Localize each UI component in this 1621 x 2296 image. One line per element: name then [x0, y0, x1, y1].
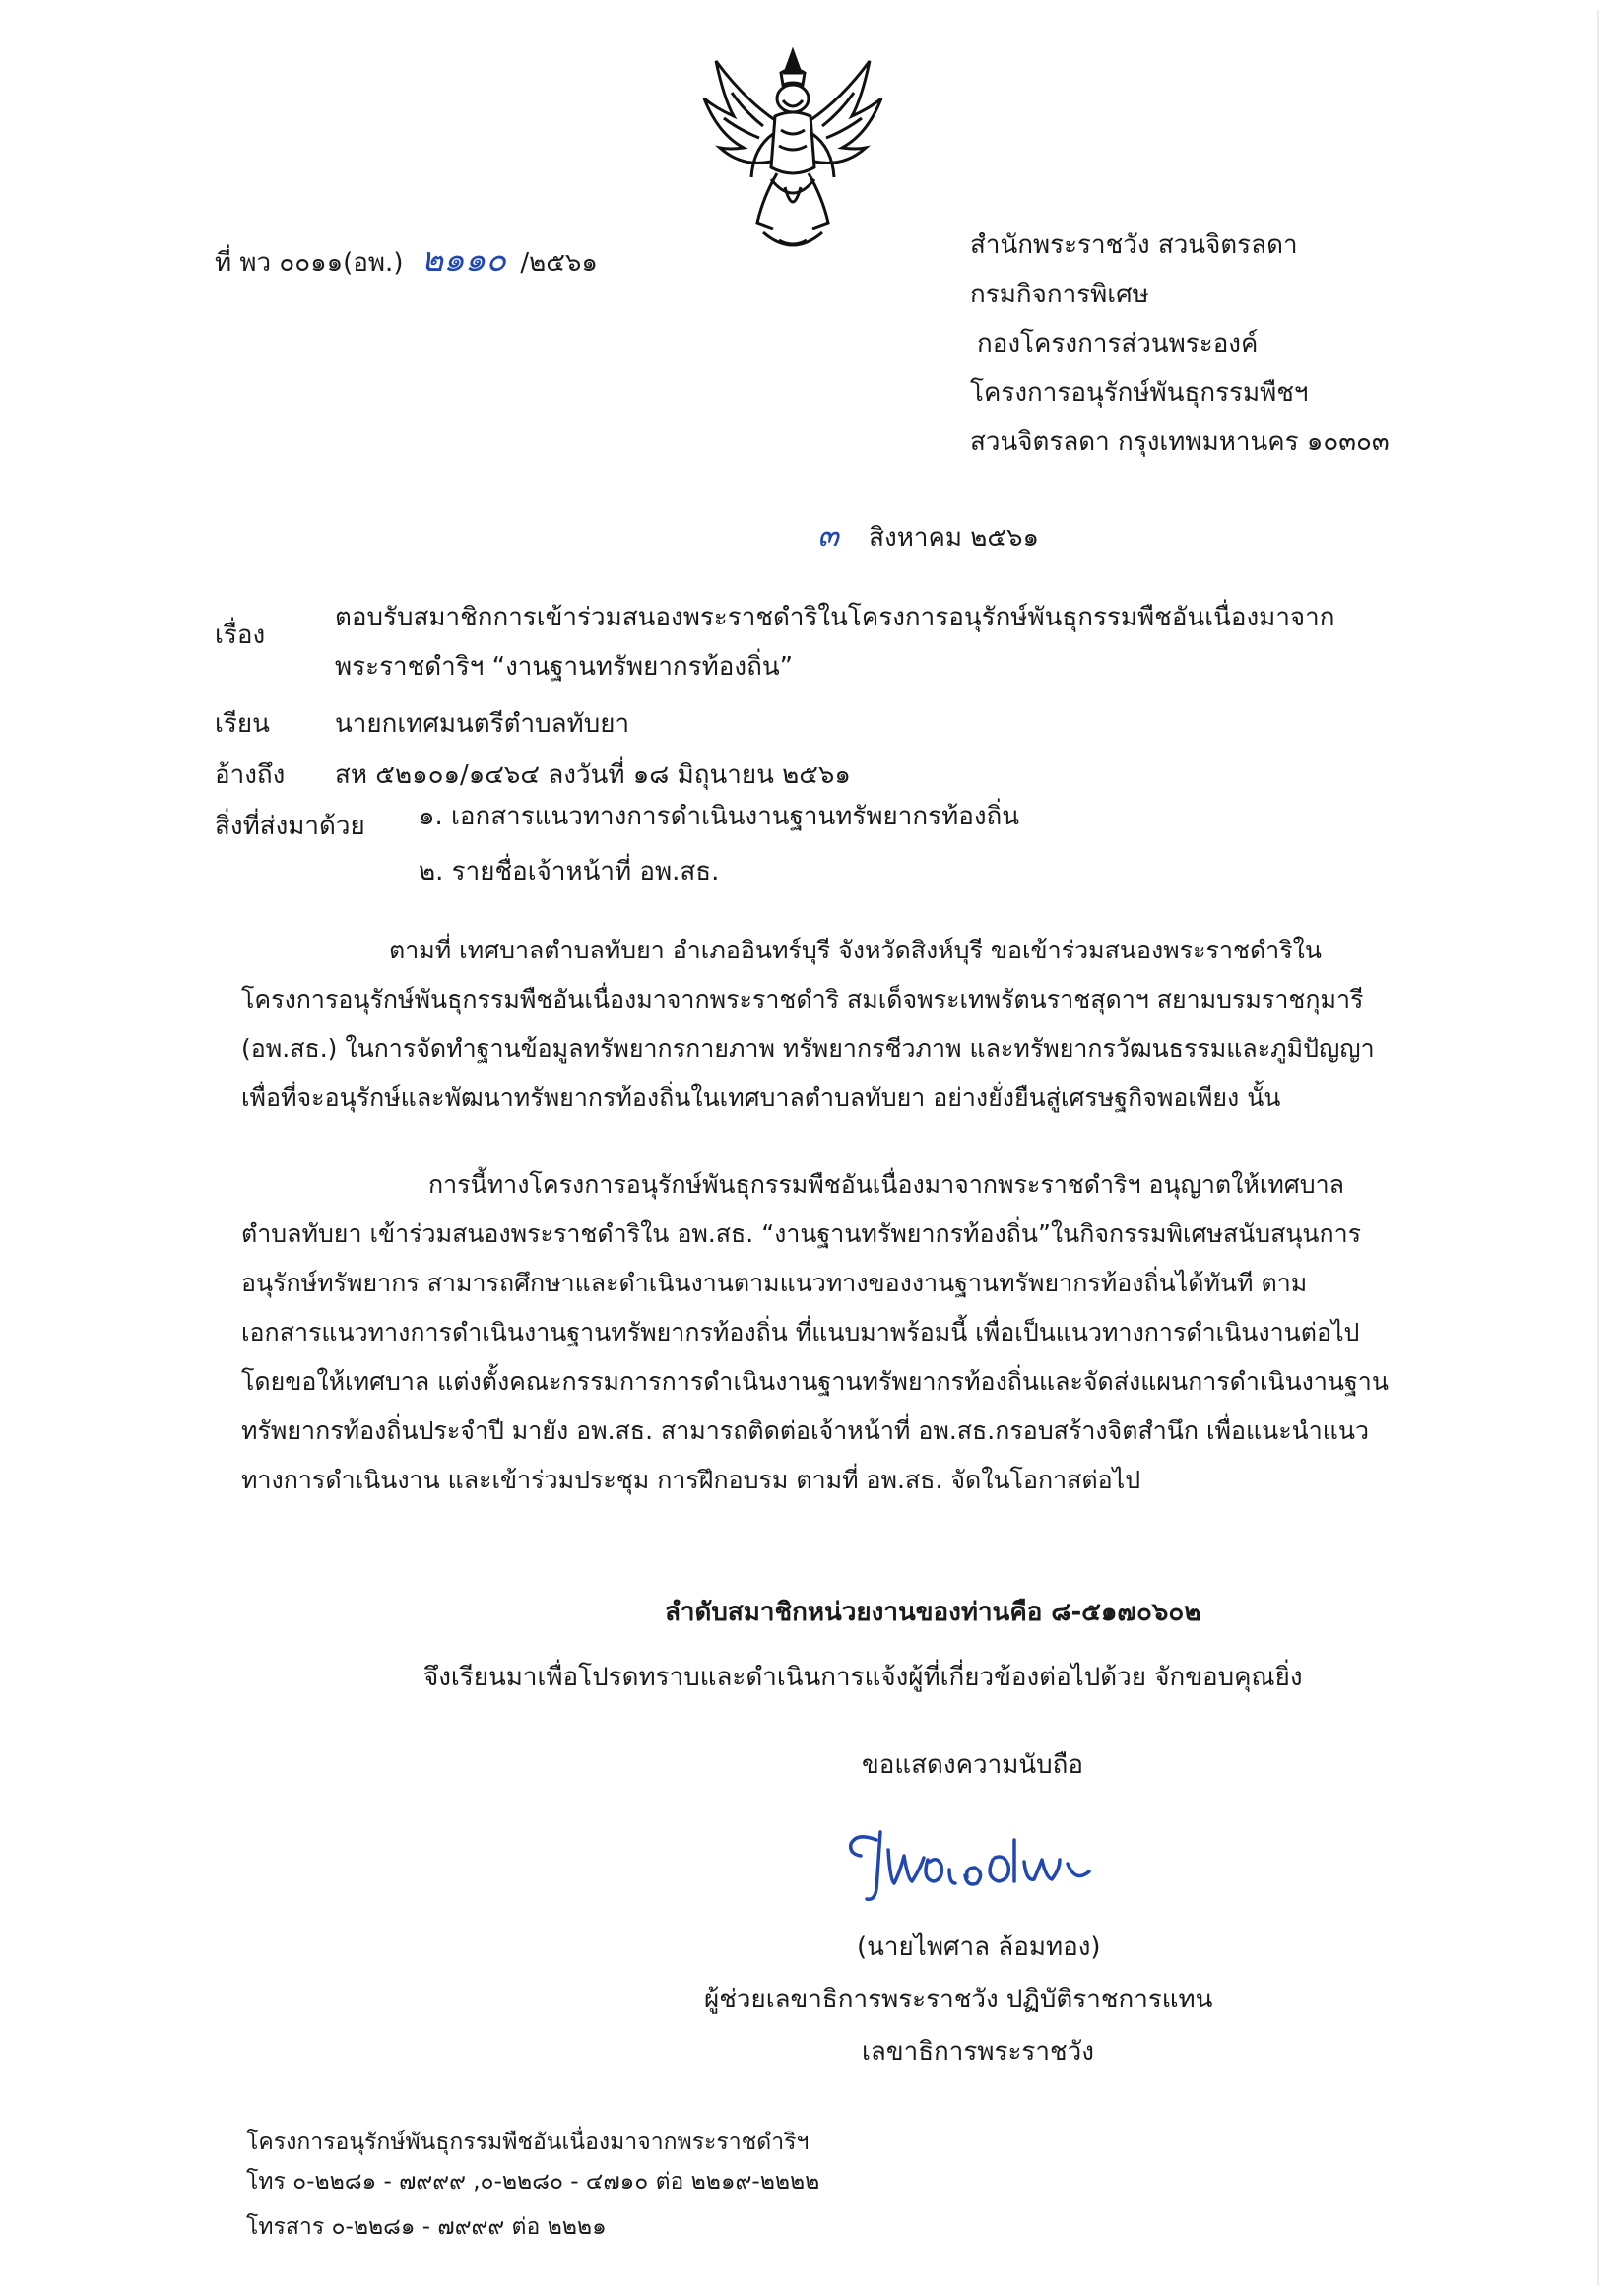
paragraph-2-line: โดยขอให้เทศบาล แต่งตั้งคณะกรรมการการดำเนินงานฐานทรัพยากรท้องถิ่นและจัดส่งแผนการดำเนินงานฐาน [241, 1367, 1389, 1396]
reference-handwritten-number: ๒๑๑๐ [421, 240, 507, 280]
date-day-handwritten: ๓ [817, 516, 839, 554]
enclosures-label: สิ่งที่ส่งมาด้วย [215, 812, 365, 841]
closing-salutation: ขอแสดงความนับถือ [862, 1750, 1083, 1780]
body-paragraph-1 [241, 926, 1472, 1123]
subject-line-1: ตอบรับสมาชิกการเข้าร่วมสนองพระราชดำริในโครงการอนุรักษ์พันธุกรรมพืชอันเนื่องมาจาก [335, 603, 1335, 632]
enclosure-item-1: ๑. เอกสารแนวทางการดำเนินงานฐานทรัพยากรท้องถิ่น [419, 802, 1020, 831]
footer-fax: โทรสาร ๐-๒๒๘๑ - ๗๙๙๙ ต่อ ๒๒๒๑ [246, 2214, 607, 2240]
signatory-name: (นายไพศาล ล้อมทอง) [857, 1933, 1101, 1962]
member-number: ลำดับสมาชิกหน่วยงานของท่านคือ ๘-๕๑๗๐๖๐๒ [665, 1598, 1201, 1627]
reference-number [215, 240, 598, 280]
signatory-title-1: ผู้ช่วยเลขาธิการพระราชวัง ปฏิบัติราชการแทน [704, 1985, 1213, 2014]
subject-label: เรื่อง [215, 621, 266, 650]
reference-prefix: ที่ พว ๐๐๑๑(อพ.) [215, 248, 404, 278]
reference-year: /๒๕๖๑ [520, 248, 598, 278]
paragraph-1-line: โครงการอนุรักษ์พันธุกรรมพืชอันเนื่องมาจากพระราชดำริ สมเด็จพระเทพรัตนราชสุดาฯ สยามบรมราชกุมารี [241, 985, 1364, 1014]
handwritten-signature [817, 1810, 1133, 1909]
footer-phone: โทร ๐-๒๒๘๑ - ๗๙๙๙ ,๐-๒๒๘๐ - ๔๗๑๐ ต่อ ๒๒๑๙-๒๒๒๒ [246, 2169, 820, 2195]
paragraph-1-line: เพื่อที่จะอนุรักษ์และพัฒนาทรัพยากรท้องถิ่นในเทศบาลตำบลทับยา อย่างยั่งยืนสู่เศรษฐกิจพอเพียง นั้น [241, 1083, 1281, 1112]
signatory-title-2: เลขาธิการพระราชวัง [862, 2037, 1094, 2066]
paragraph-2-line: ตำบลทับยา เข้าร่วมสนองพระราชดำริใน อพ.สธ. “งานฐานทรัพยากรท้องถิ่น”ในกิจกรรมพิเศษสนับสนุนการ [241, 1219, 1362, 1248]
paragraph-2-line: ทางการดำเนินงาน และเข้าร่วมประชุม การฝึกอบรม ตามที่ อพ.สธ. จัดในโอกาสต่อไป [241, 1466, 1141, 1494]
body-paragraph-2 [241, 1160, 1472, 1505]
paragraph-2-line: อนุรักษ์ทรัพยากร สามารถศึกษาและดำเนินงานตามแนวทางของงานฐานทรัพยากรท้องถิ่นได้ทันที ตาม [241, 1269, 1308, 1297]
date-month-year: สิงหาคม ๒๕๖๑ [869, 523, 1040, 553]
subject-line-2: พระราชดำริฯ “งานฐานทรัพยากรท้องถิ่น” [335, 652, 794, 682]
reference-label: อ้างถึง [215, 760, 286, 790]
sender-line-2: กรมกิจการพิเศษ [970, 280, 1149, 309]
to-value: นายกเทศมนตรีตำบลทับยา [335, 709, 630, 739]
footer-org: โครงการอนุรักษ์พันธุกรรมพืชอันเนื่องมาจากพระราชดำริฯ [246, 2130, 810, 2155]
sender-line-5: สวนจิตรลดา กรุงเทพมหานคร ๑๐๓๐๓ [970, 427, 1390, 457]
closing-request: จึงเรียนมาเพื่อโปรดทราบและดำเนินการแจ้งผู้ที่เกี่ยวข้องต่อไปด้วย จักขอบคุณยิ่ง [423, 1663, 1303, 1692]
page-edge-line [1597, 10, 1599, 2285]
paragraph-2-line: การนี้ทางโครงการอนุรักษ์พันธุกรรมพืชอันเนื่องมาจากพระราชดำริฯ อนุญาตให้เทศบาล [428, 1170, 1344, 1199]
paragraph-2-line: ทรัพยากรท้องถิ่นประจำปี มายัง อพ.สธ. สามารถติดต่อเจ้าหน้าที่ อพ.สธ.กรอบสร้างจิตสำนึก เพื่อแนะนำแนว [241, 1416, 1370, 1445]
letter-date [817, 518, 1039, 555]
enclosure-item-2: ๒. รายชื่อเจ้าหน้าที่ อพ.สธ. [419, 857, 720, 886]
paragraph-2-line: เอกสารแนวทางการดำเนินงานฐานทรัพยากรท้องถิ่น ที่แนบมาพร้อมนี้ เพื่อเป็นแนวทางการดำเนินงานต่อไป [241, 1318, 1360, 1346]
sender-line-1: สำนักพระราชวัง สวนจิตรลดา [970, 230, 1298, 260]
to-label: เรียน [215, 709, 270, 739]
sender-line-4: โครงการอนุรักษ์พันธุกรรมพืชฯ [970, 378, 1309, 408]
garuda-emblem-icon [694, 39, 891, 266]
reference-value: สห ๕๒๑๐๑/๑๔๖๔ ลงวันที่ ๑๘ มิถุนายน ๒๕๖๑ [335, 760, 851, 790]
paragraph-1-line: ตามที่ เทศบาลตำบลทับยา อำเภออินทร์บุรี จังหวัดสิงห์บุรี ขอเข้าร่วมสนองพระราชดำริใน [389, 936, 1322, 964]
sender-line-3: กองโครงการส่วนพระองค์ [977, 329, 1259, 359]
paragraph-1-line: (อพ.สธ.) ในการจัดทำฐานข้อมูลทรัพยากรกายภาพ ทรัพยากรชีวภาพ และทรัพยากรวัฒนธรรมและภูมิปัญญา [241, 1034, 1375, 1063]
